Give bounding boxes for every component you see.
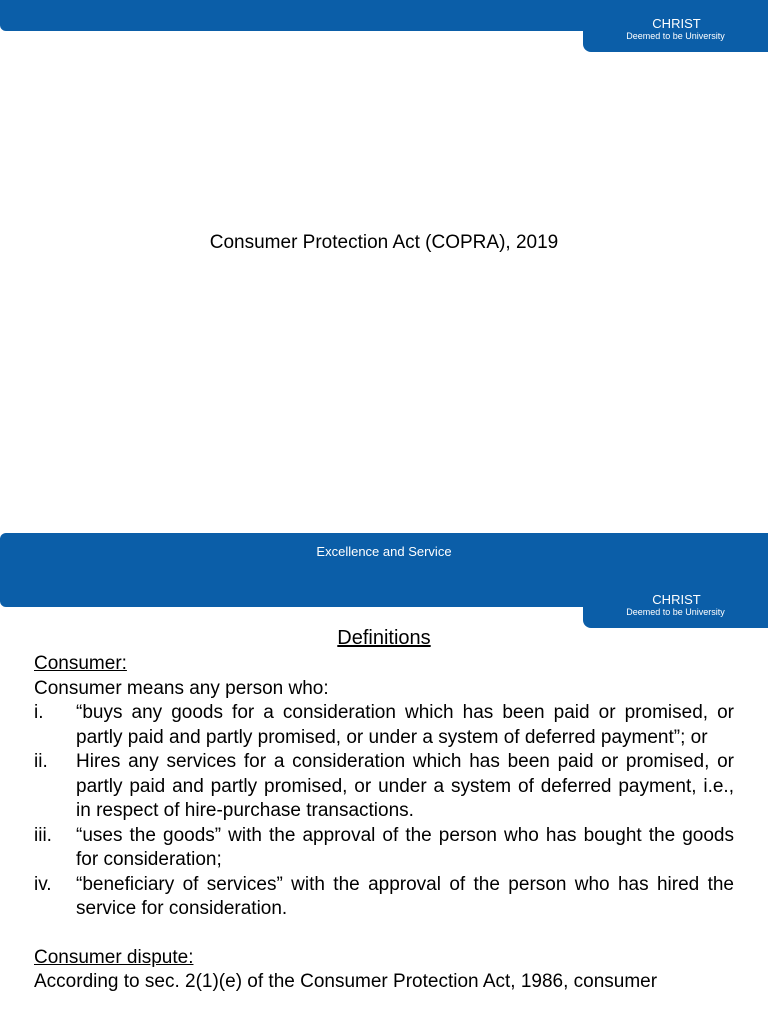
spacer bbox=[34, 922, 734, 946]
list-item bbox=[34, 701, 734, 750]
list-item-text: Hires any services for a consideration which has been paid or promised, or partly paid and partly promised, or under a system of deferred payment, i.e., in respect of hire-purchase transactions. bbox=[76, 751, 734, 821]
list-item-text: “beneficiary of services” with the approval of the person who has hired the service for consideration. bbox=[76, 873, 734, 919]
consumer-intro: Consumer means any person who: bbox=[34, 677, 329, 699]
list-item bbox=[34, 750, 734, 824]
brand-subtitle: Deemed to be University bbox=[626, 607, 725, 617]
list-item bbox=[34, 873, 734, 922]
definitions-heading: Definitions bbox=[337, 627, 431, 649]
list-item-number: ii. bbox=[34, 751, 48, 772]
list-item bbox=[34, 824, 734, 873]
consumer-dispute-label: Consumer dispute: bbox=[34, 946, 194, 968]
consumer-dispute-text: According to sec. 2(1)(e) of the Consumer Protection Act, 1986, consumer bbox=[34, 971, 658, 992]
list-item-text: “buys any goods for a consideration which has been paid or promised, or partly paid and partly promised, or under a system of deferred payment”; or bbox=[76, 702, 734, 748]
brand-subtitle: Deemed to be University bbox=[626, 31, 725, 41]
footer-tagline: Excellence and Service bbox=[316, 544, 452, 559]
consumer-label: Consumer: bbox=[34, 653, 127, 674]
list-item-text: “uses the goods” with the approval of the person who has bought the goods for consideration; bbox=[76, 824, 734, 870]
brand-logo bbox=[583, 0, 768, 52]
list-item-number: i. bbox=[34, 702, 44, 723]
brand-logo-slide2 bbox=[583, 590, 768, 628]
brand-name: CHRIST bbox=[652, 592, 701, 607]
slide2-content bbox=[34, 624, 734, 995]
list-item-number: iii. bbox=[34, 824, 52, 846]
slide-title: Consumer Protection Act (COPRA), 2019 bbox=[209, 232, 559, 253]
brand-name: CHRIST bbox=[652, 16, 701, 31]
list-item-number: iv. bbox=[34, 873, 52, 895]
